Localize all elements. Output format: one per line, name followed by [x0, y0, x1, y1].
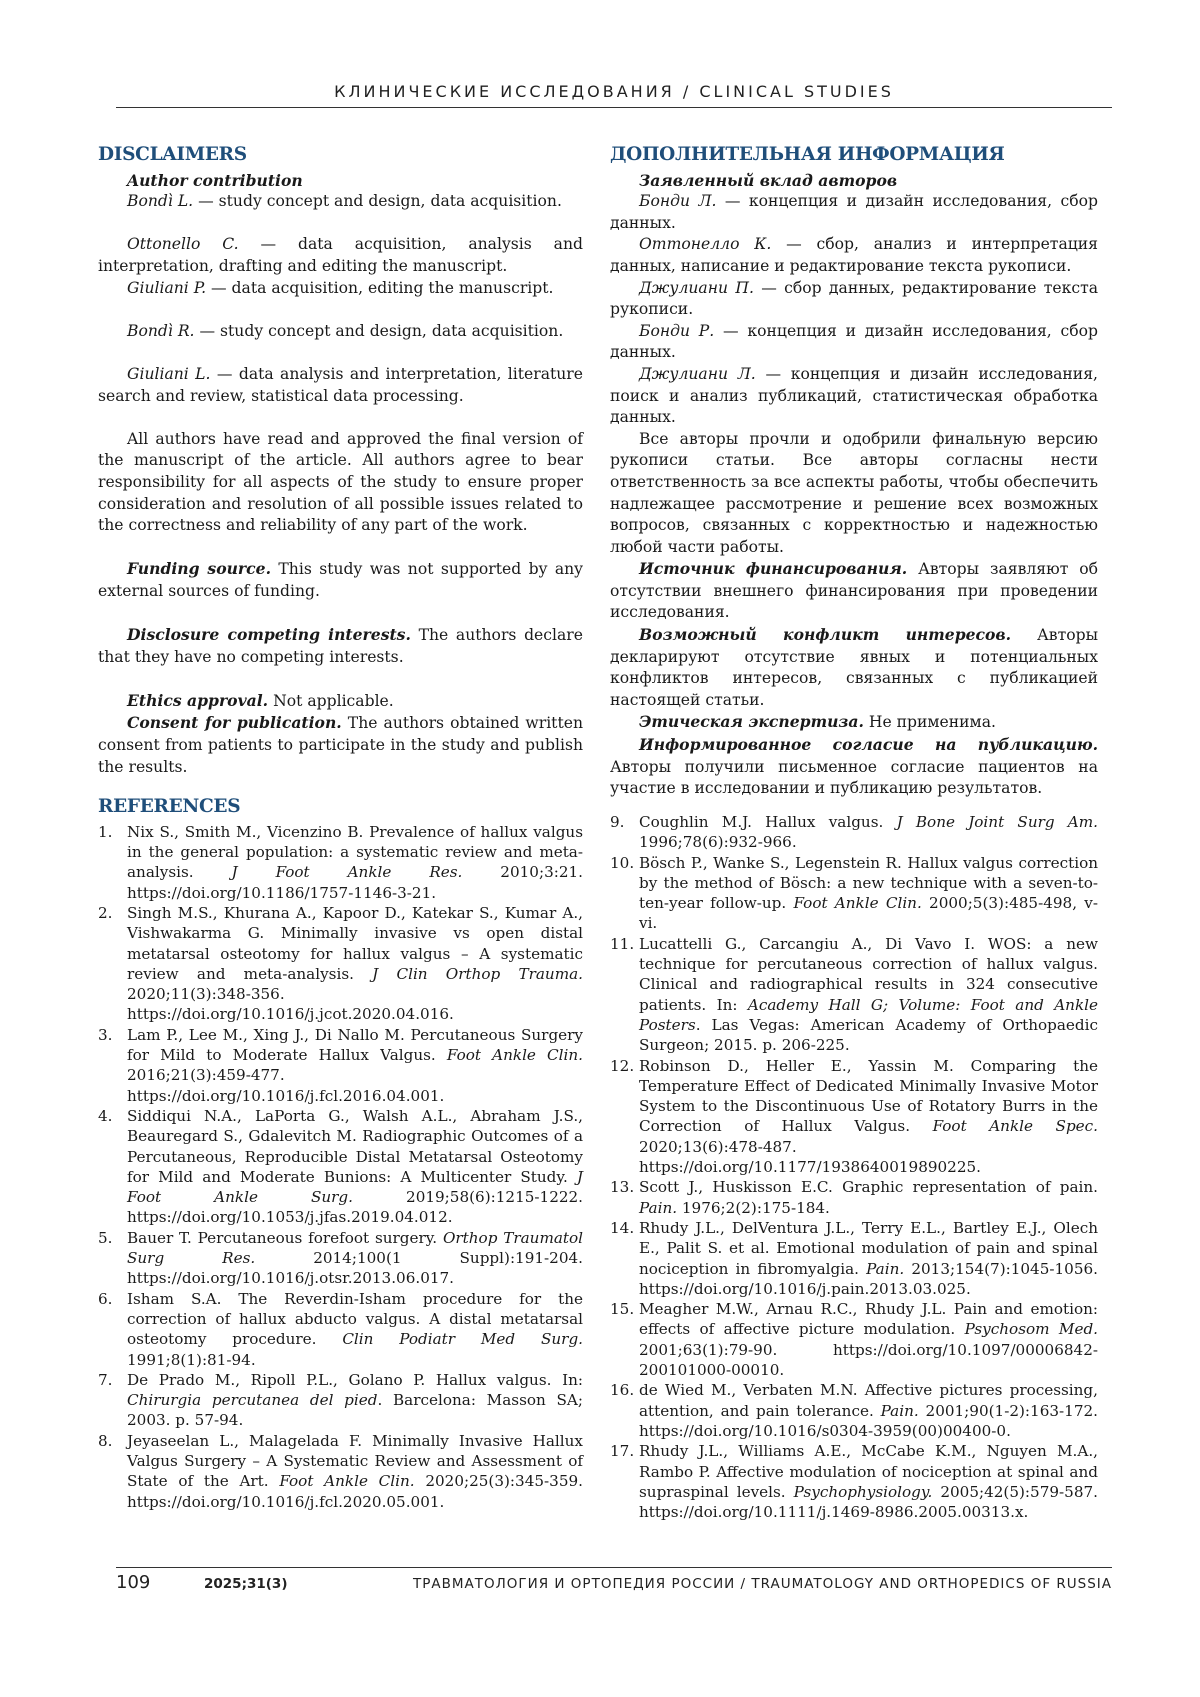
contribution-1: Bondì L. — study concept and design, data acquisition.	[127, 192, 562, 211]
reference-details: 2001;90(1-2):163-172. https://doi.org/10.1016/s0304-3959(00)00400-0.	[639, 1401, 1098, 1440]
reference-text	[127, 1370, 583, 1431]
reference-authors-title: Coughlin M.J. Hallux valgus.	[639, 813, 897, 831]
reference-details: 2020;25(3):345-359. https://doi.org/10.1016/j.fcl.2020.05.001.	[127, 1472, 583, 1511]
contribution-ru-1: Бонди Л. — концепция и дизайн исследования, сбор данных.	[610, 192, 1098, 232]
reference-text	[639, 853, 1098, 934]
reference-item	[98, 1106, 583, 1228]
reference-details: . Barcelona: Masson SA; 2003. p. 57-94.	[127, 1391, 583, 1430]
disclaimers-title: DISCLAIMERS	[98, 144, 247, 165]
reference-number: 5.	[98, 1228, 113, 1247]
reference-number: 11.	[610, 934, 635, 953]
references-title: REFERENCES	[98, 796, 241, 818]
reference-details: 2020;11(3):348-356. https://doi.org/10.1016/j.jcot.2020.04.016.	[127, 985, 454, 1024]
reference-text	[639, 934, 1098, 1056]
reference-number: 17.	[610, 1442, 635, 1461]
reference-details: . Las Vegas: American Academy of Orthopaedic Surgeon; 2015. p. 206-225.	[639, 1015, 1098, 1055]
reference-number: 2.	[98, 904, 113, 922]
reference-journal: J Bone Joint Surg Am.	[896, 813, 1099, 831]
reference-number: 1.	[98, 822, 113, 841]
reference-number: 16.	[610, 1381, 635, 1400]
issue-label: 2025;31(3)	[204, 1576, 288, 1592]
reference-number: 15.	[610, 1300, 635, 1319]
reference-item	[610, 1218, 1098, 1299]
ethics-paragraph: Ethics approval. Not applicable.	[127, 690, 394, 710]
reference-authors-title: Isham S.A. The Reverdin-Isham procedure for the correction of hallux abducto valgus. A distal metatarsal osteotomy procedure.	[127, 1289, 583, 1349]
reference-details: 1996;78(6):932-966.	[639, 833, 797, 852]
reference-details: 2010;3:21. https://doi.org/10.1186/1757-1146-3-21.	[127, 863, 584, 902]
reference-number: 9.	[610, 813, 625, 831]
reference-details: 2020;13(6):478-487. https://doi.org/10.1177/1938640019890225.	[639, 1137, 982, 1177]
contribution-3: Giuliani P. — data acquisition, editing the manuscript.	[127, 278, 554, 297]
contribution-ru-4: Бонди Р. — концепция и дизайн исследования, сбор данных.	[610, 321, 1098, 362]
reference-item	[610, 1380, 1098, 1441]
reference-text	[127, 903, 583, 1025]
reference-journal: Foot Ankle Clin.	[446, 1046, 583, 1065]
approval-paragraph: All authors have read and approved the final version of the manuscript of the article. All authors agree to bear responsibility for all aspects of the study to ensure proper consideration and resolution of all possible issues related to the correctness and reliability of any part of the work.	[98, 429, 583, 535]
approval-ru: Все авторы прочли и одобрили финальную версию рукописи статьи. Все авторы согласны нести ответственность за все аспекты работы, чтобы обеспечить надлежащее рассмотрение и решение всех возможных вопросов, связанных с корректностью и надежностью любой части работы.	[610, 429, 1098, 556]
reference-journal: Foot Ankle Spec.	[932, 1117, 1099, 1136]
reference-text	[639, 1218, 1098, 1299]
reference-details: 2001;63(1):79-90. https://doi.org/10.1097/00006842-200101000-00010.	[639, 1340, 1098, 1380]
reference-item	[610, 853, 1098, 934]
reference-authors-title: Meagher M.W., Arnau R.C., Rhudy J.L. Pain and emotion: effects of affective picture modulation.	[639, 1300, 1098, 1339]
reference-text	[127, 1025, 583, 1106]
reference-details: 2005;42(5):579-587. https://doi.org/10.1111/j.1469-8986.2005.00313.x.	[639, 1482, 1098, 1522]
reference-item	[98, 1431, 583, 1512]
contribution-4: Bondì R. — study concept and design, data acquisition.	[127, 321, 564, 340]
reference-number: 6.	[98, 1289, 113, 1308]
reference-item	[610, 1177, 1098, 1218]
references-list-right	[610, 812, 1098, 1522]
reference-journal: Foot Ankle Clin.	[279, 1472, 415, 1491]
reference-journal: Foot Ankle Clin.	[793, 894, 922, 913]
reference-journal: J Foot Ankle Res.	[231, 863, 463, 882]
reference-details: 1991;8(1):81-94.	[127, 1350, 256, 1369]
reference-item	[98, 822, 583, 903]
reference-journal: Pain.	[866, 1259, 905, 1278]
author-contribution-title: Author contribution	[127, 170, 303, 190]
reference-number: 12.	[610, 1056, 635, 1075]
reference-authors-title: Bauer T. Percutaneous forefoot surgery.	[127, 1228, 443, 1247]
reference-authors-title: Scott J., Huskisson E.C. Graphic representation of pain.	[639, 1178, 1098, 1197]
reference-text	[639, 1056, 1098, 1178]
disclosure-paragraph: Disclosure competing interests. The authors declare that they have no competing interests.	[98, 625, 583, 666]
reference-text	[127, 1106, 583, 1228]
reference-item	[610, 1441, 1098, 1522]
reference-item	[98, 1025, 583, 1106]
reference-item	[610, 1056, 1098, 1178]
reference-item	[610, 1299, 1098, 1380]
reference-journal: Orthop Traumatol Surg Res.	[127, 1228, 584, 1268]
ethics-ru: Этическая экспертиза. Не применима.	[639, 712, 996, 732]
reference-authors-title: Siddiqui N.A., LaPorta G., Walsh A.L., Abraham J.S., Beauregard S., Gdalevitch M. Radiographic Outcomes of a Percutaneous, Reproducible Distal Metatarsal Osteotomy for Mild and Moderate Bunions: A Multicenter Study.	[127, 1106, 583, 1186]
reference-details: 1976;2(2):175-184.	[677, 1198, 830, 1217]
reference-journal: Chirurgia percutanea del pied	[127, 1391, 378, 1410]
references-list-left	[98, 822, 583, 1512]
reference-authors-title: Jeyaseelan L., Malagelada F. Minimally Invasive Hallux Valgus Surgery – A Systematic Review and Assessment of State of the Art.	[127, 1431, 583, 1491]
contribution-2: Ottonello C. — data acquisition, analysis and interpretation, drafting and editing the manuscript.	[98, 235, 583, 275]
reference-details: 2000;5(3):485-498, v-vi.	[639, 894, 1098, 933]
reference-details: 2019;58(6):1215-1222. https://doi.org/10.1053/j.jfas.2019.04.012.	[127, 1188, 584, 1227]
contribution-ru-2: Оттонелло К. — сбор, анализ и интерпретация данных, написание и редактирование текста рукописи.	[610, 235, 1098, 275]
reference-details: 2014;100(1 Suppl):191-204. https://doi.org/10.1016/j.otsr.2013.06.017.	[127, 1249, 583, 1288]
reference-details: 2016;21(3):459-477. https://doi.org/10.1016/j.fcl.2016.04.001.	[127, 1066, 445, 1105]
reference-authors-title: De Prado M., Ripoll P.L., Golano P. Hallux valgus. In:	[127, 1370, 583, 1389]
disclaimers-section	[98, 144, 583, 822]
reference-text	[127, 822, 583, 903]
additional-info-section	[610, 144, 1098, 800]
contrib-title-ru: Заявленный вклад авторов	[639, 170, 898, 190]
running-header: КЛИНИЧЕСКИЕ ИССЛЕДОВАНИЯ / CLINICAL STUDIES	[116, 82, 1112, 108]
reference-item	[610, 812, 1098, 853]
funding-paragraph: Funding source. This study was not supported by any external sources of funding.	[98, 559, 583, 600]
reference-number: 14.	[610, 1218, 635, 1237]
reference-item	[610, 934, 1098, 1056]
reference-number: 3.	[98, 1025, 113, 1044]
contribution-ru-3: Джулиани П. — сбор данных, редактирование текста рукописи.	[610, 278, 1099, 319]
reference-authors-title: Lucattelli G., Carcangiu A., Di Vavo I. WOS: a new technique for percutaneous correction of hallux valgus. Clinical and radiographical results in 324 consecutive patients. In:	[639, 934, 1098, 1014]
reference-number: 8.	[98, 1431, 113, 1450]
reference-authors-title: Singh M.S., Khurana A., Kapoor D., Katekar S., Kumar A., Vishwakarma G. Minimally invasive vs open distal metatarsal osteotomy for hallux valgus – A systematic review and meta-analysis.	[127, 904, 583, 983]
reference-item	[98, 1228, 583, 1289]
reference-authors-title: de Wied M., Verbaten M.N. Affective pictures processing, attention, and pain tolerance.	[639, 1381, 1098, 1420]
reference-authors-title: Rhudy J.L., DelVentura J.L., Terry E.L., Bartley E.J., Olech E., Palit S. et al. Emotional modulation of pain and spinal nociception in fibromyalgia.	[639, 1218, 1098, 1278]
reference-text	[127, 1431, 583, 1512]
reference-authors-title: Lam P., Lee M., Xing J., Di Nallo M. Percutaneous Surgery for Mild to Moderate Hallux Valgus.	[127, 1025, 583, 1065]
reference-text	[639, 812, 1098, 853]
funding-ru: Источник финансирования. Авторы заявляют об отсутствии внешнего финансирования при проведении исследования.	[610, 559, 1098, 622]
reference-item	[98, 903, 583, 1025]
reference-text	[639, 1380, 1098, 1441]
reference-journal: Clin Podiatr Med Surg.	[342, 1330, 583, 1349]
contribution-ru-5: Джулиани Л. — концепция и дизайн исследования, поиск и анализ публикаций, статистическая обработка данных.	[610, 364, 1098, 427]
reference-authors-title: Rhudy J.L., Williams A.E., McCabe K.M., Nguyen M.A., Rambo P. Affective modulation of nociception at spinal and supraspinal levels.	[639, 1442, 1098, 1501]
reference-number: 7.	[98, 1370, 113, 1389]
reference-journal: Psychophysiology.	[793, 1482, 933, 1501]
page-footer	[116, 1567, 1112, 1593]
reference-number: 4.	[98, 1106, 113, 1125]
additional-info-title: ДОПОЛНИТЕЛЬНАЯ ИНФОРМАЦИЯ	[610, 144, 1005, 165]
journal-title: ТРАВМАТОЛОГИЯ И ОРТОПЕДИЯ РОССИИ / TRAUMATOLOGY AND ORTHOPEDICS OF RUSSIA	[413, 1576, 1112, 1592]
reference-authors-title: Robinson D., Heller E., Yassin M. Comparing the Temperature Effect of Dedicated Minimally Invasive Motor System to the Discontinuous Use of Rotatory Burrs in the Correction of Hallux Valgus.	[639, 1056, 1098, 1136]
reference-journal: Academy Hall G; Volume: Foot and Ankle Posters	[639, 995, 1098, 1034]
reference-authors-title: Nix S., Smith M., Vicenzino B. Prevalence of hallux valgus in the general population: a systematic review and meta-analysis.	[127, 822, 583, 882]
contribution-5: Giuliani L. — data analysis and interpretation, literature search and review, statistical data processing.	[98, 364, 583, 405]
consent-paragraph: Consent for publication. The authors obtained written consent from patients to participate in the study and publish the results.	[98, 713, 583, 776]
reference-details: 2013;154(7):1045-1056. https://doi.org/10.1016/j.pain.2013.03.025.	[639, 1259, 1098, 1298]
reference-journal: J Clin Orthop Trauma.	[372, 964, 583, 983]
consent-ru: Информированное согласие на публикацию. Авторы получили письменное согласие пациентов на участие в исследовании и публикацию результатов.	[610, 735, 1098, 798]
reference-journal: Pain.	[639, 1198, 678, 1217]
reference-text	[639, 1177, 1098, 1218]
reference-text	[127, 1228, 583, 1289]
reference-item	[98, 1289, 583, 1370]
reference-text	[639, 1299, 1098, 1380]
reference-journal: J Foot Ankle Surg.	[127, 1167, 583, 1207]
page-number: 109	[116, 1572, 151, 1593]
reference-journal: Psychosom Med.	[964, 1320, 1098, 1339]
reference-authors-title: Bösch P., Wanke S., Legenstein R. Hallux valgus correction by the method of Bösch: a new technique with a seven-to-ten-year follow-up.	[639, 853, 1098, 913]
reference-journal: Pain.	[880, 1401, 919, 1420]
reference-number: 13.	[610, 1178, 635, 1197]
reference-text	[639, 1441, 1098, 1522]
reference-item	[98, 1370, 583, 1431]
reference-text	[127, 1289, 583, 1370]
reference-number: 10.	[610, 853, 635, 872]
conflict-ru: Возможный конфликт интересов. Авторы декларируют отсутствие явных и потенциальных конфликтов интересов, связанных с публикацией настоящей статьи.	[610, 625, 1098, 709]
